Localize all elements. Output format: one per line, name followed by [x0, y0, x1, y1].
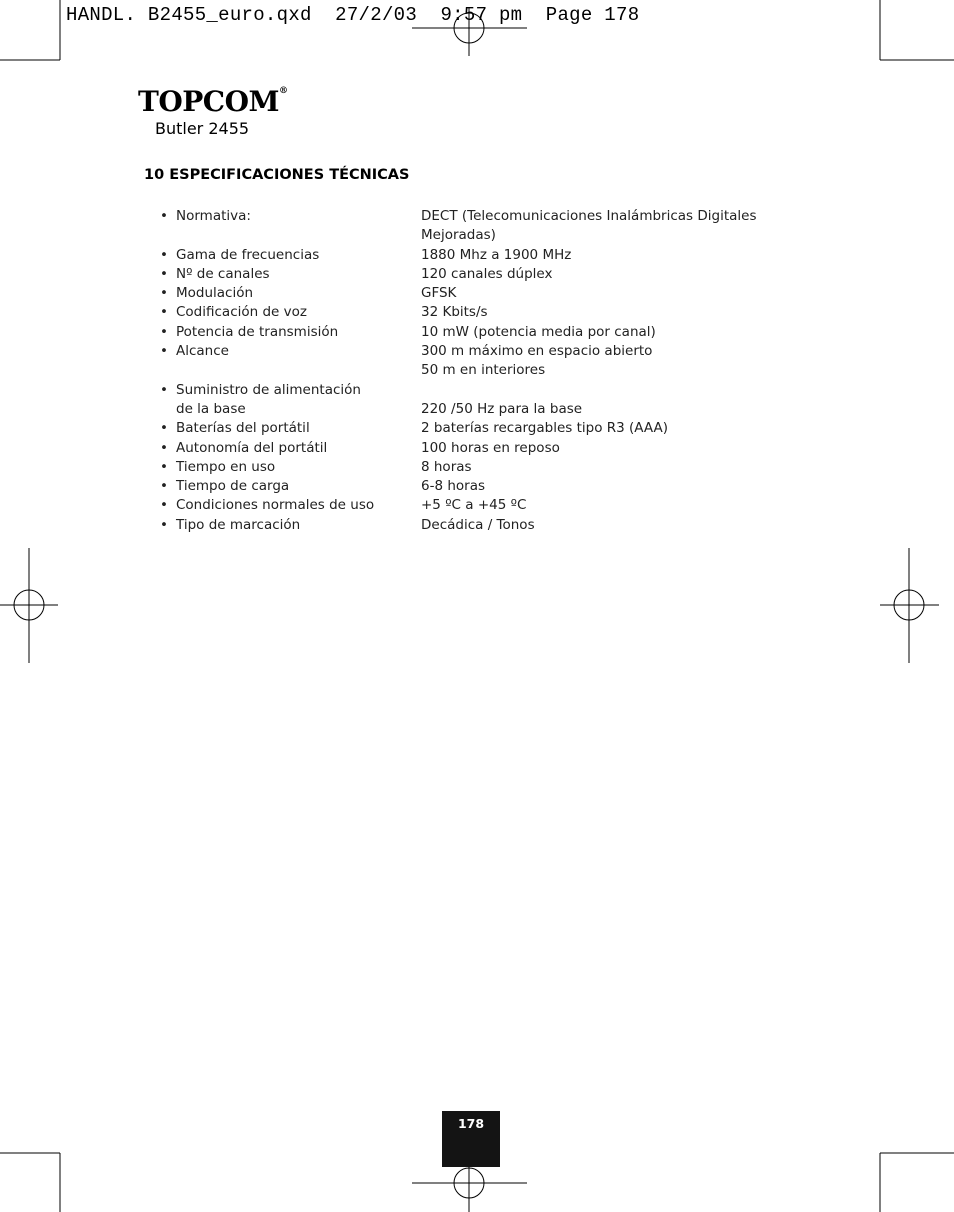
spec-value: 300 m máximo en espacio abierto 50 m en interiores	[421, 343, 653, 379]
bullet: •	[160, 478, 168, 495]
spec-value: DECT (Telecomunicaciones Inalámbricas Digitales Mejoradas)	[421, 208, 757, 244]
bullet: •	[160, 208, 168, 224]
bullet: •	[160, 304, 168, 321]
page-number: 178	[457, 1116, 485, 1131]
spec-list	[160, 207, 780, 535]
bullet: •	[160, 420, 168, 437]
bullet: •	[160, 246, 168, 263]
spec-label: Codificación de voz	[176, 304, 307, 321]
bullet: •	[160, 381, 168, 398]
model-name: Butler 2455	[155, 119, 250, 138]
spec-row-alcance	[160, 342, 780, 381]
spec-value: +5 ºC a +45 ºC	[421, 497, 527, 514]
spec-row-baterias	[160, 419, 780, 438]
spec-label: Modulación	[176, 285, 254, 302]
spec-label: Autonomía del portátil	[176, 439, 328, 456]
spec-row-condiciones	[160, 496, 780, 515]
spec-row-codificacion	[160, 303, 780, 322]
spec-row-potencia	[160, 323, 780, 342]
spec-label: Condiciones normales de uso	[176, 497, 375, 514]
topcom-logo: TOPCOM®	[138, 85, 288, 118]
spec-label: Potencia de transmisión	[176, 323, 339, 340]
bullet: •	[160, 323, 168, 340]
bullet: •	[160, 265, 168, 282]
spec-value: GFSK	[421, 285, 457, 302]
bullet: •	[160, 343, 168, 360]
bullet: •	[160, 439, 168, 456]
spec-row-frecuencias	[160, 246, 780, 265]
bullet: •	[160, 285, 168, 302]
section-title: 10 ESPECIFICACIONES TÉCNICAS	[144, 167, 410, 183]
spec-row-modulacion	[160, 284, 780, 303]
spec-label: Tiempo en uso	[176, 458, 276, 475]
spec-value: 100 horas en reposo	[421, 439, 560, 456]
registered-mark: ®	[278, 86, 288, 96]
spec-label: Gama de frecuencias	[176, 246, 320, 263]
spec-label: Tiempo de carga	[176, 478, 290, 495]
spec-row-marcacion	[160, 516, 780, 535]
spec-value: 8 horas	[421, 458, 472, 475]
spec-value: 1880 Mhz a 1900 MHz	[421, 246, 572, 263]
spec-value: 220 /50 Hz para la base	[421, 400, 583, 417]
spec-label: Tipo de marcación	[176, 516, 301, 533]
spec-value: 6-8 horas	[421, 478, 486, 495]
spec-row-tiempo-carga	[160, 477, 780, 496]
spec-row-alimentacion	[160, 381, 780, 420]
spec-value: Decádica / Tonos	[421, 516, 535, 533]
spec-label: Baterías del portátil	[176, 420, 310, 437]
spec-row-autonomia	[160, 439, 780, 458]
spec-label: Normativa:	[176, 208, 251, 224]
spec-row-canales	[160, 265, 780, 284]
spec-row-tiempo-uso	[160, 458, 780, 477]
bullet: •	[160, 516, 168, 533]
bullet: •	[160, 497, 168, 514]
spec-value: 32 Kbits/s	[421, 304, 488, 321]
spec-label: Nº de canales	[176, 265, 270, 282]
bullet: •	[160, 458, 168, 475]
spec-value: 120 canales dúplex	[421, 265, 553, 282]
spec-label: Suministro de alimentación de la base	[176, 381, 361, 417]
spec-label: Alcance	[176, 343, 229, 360]
slug-line: HANDL. B2455_euro.qxd 27/2/03 9:57 pm Page 178	[66, 4, 640, 26]
spec-value: 2 baterías recargables tipo R3 (AAA)	[421, 420, 668, 437]
spec-value: 10 mW (potencia media por canal)	[421, 323, 656, 340]
spec-row-normativa	[160, 207, 780, 246]
